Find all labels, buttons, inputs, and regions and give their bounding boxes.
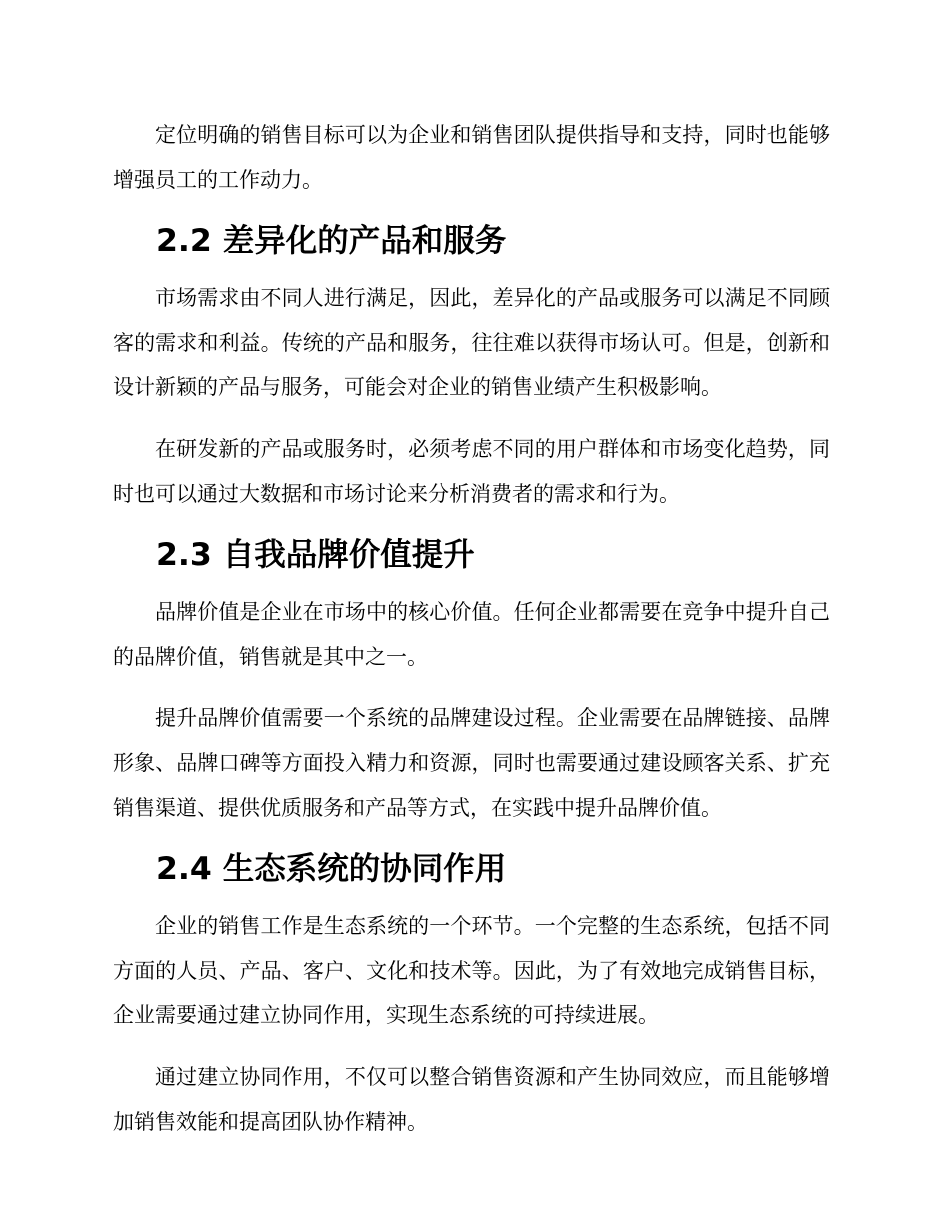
paragraph-synergy: 通过建立协同作用，不仅可以整合销售资源和产生协同效应，而且能够增加销售效能和提高团队协作精神。 xyxy=(113,1064,830,1134)
paragraph-brand-value: 品牌价值是企业在市场中的核心价值。任何企业都需要在竞争中提升自己的品牌价值，销售就是其中之一。 xyxy=(113,600,830,669)
paragraph-ecosystem: 企业的销售工作是生态系统的一个环节。一个完整的生态系统，包括不同方面的人员、产品、客户、文化和技术等。因此，为了有效地完成销售目标，企业需要通过建立协同作用，实现生态系统的可持续进展。 xyxy=(113,914,830,1028)
section-heading-2-3: 2.3 自我品牌价值提升 xyxy=(156,537,475,574)
section-heading-2-2: 2.2 差异化的产品和服务 xyxy=(156,223,507,260)
paragraph-brand-building: 提升品牌价值需要一个系统的品牌建设过程。企业需要在品牌链接、品牌形象、品牌口碑等方面投入精力和资源，同时也需要通过建设顾客关系、扩充销售渠道、提供优质服务和产品等方式，在实践中提升品牌价值。 xyxy=(113,706,830,820)
section-heading-2-4: 2.4 生态系统的协同作用 xyxy=(156,851,507,888)
paragraph-sales-target: 定位明确的销售目标可以为企业和销售团队提供指导和支持，同时也能够增强员工的工作动力。 xyxy=(113,123,830,192)
paragraph-differentiation: 市场需求由不同人进行满足，因此，差异化的产品或服务可以满足不同顾客的需求和利益。传统的产品和服务，往往难以获得市场认可。但是，创新和设计新颖的产品与服务，可能会对企业的销售业绩产生积极影响。 xyxy=(113,286,830,400)
paragraph-rnd: 在研发新的产品或服务时，必须考虑不同的用户群体和市场变化趋势，同时也可以通过大数据和市场讨论来分析消费者的需求和行为。 xyxy=(113,436,830,506)
